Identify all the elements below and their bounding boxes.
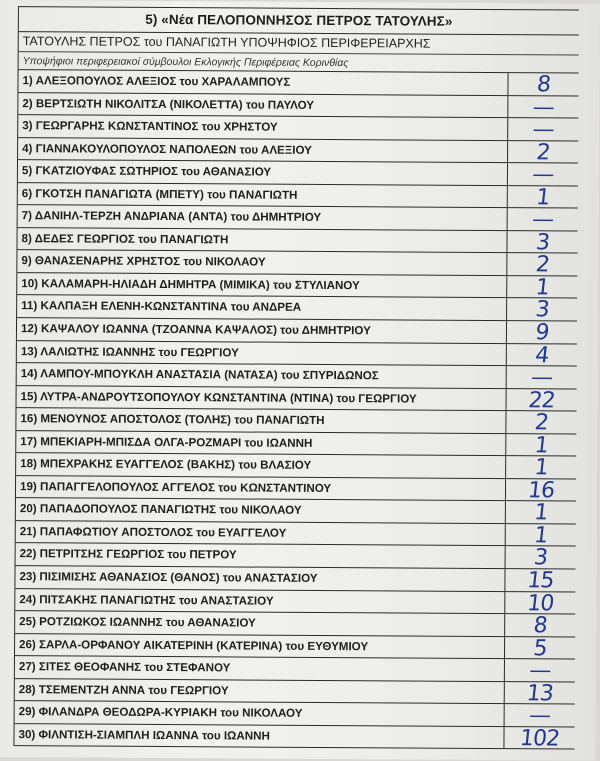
candidate-name: 15) ΛΥΤΡΑ-ΑΝΔΡΟΥΤΣΟΠΟΥΛΟΥ ΚΩΝΣΤΑΝΤΙΝΑ (ΝΤΙΝΑ) του ΓΕΩΡΓΙΟΥ [17,386,507,411]
table-row [18,115,578,141]
vote-value: 1 [532,500,549,526]
handwritten-vote-count [504,658,576,684]
vote-value: 1 [533,455,549,481]
candidate-name: 23) ΠΙΣΙΜΙΣΗΣ ΑΘΑΝΑΣΙΟΣ (ΘΑΝΟΣ) του ΑΝΑΣΤΑΣΙΟΥ [15,566,505,591]
councillor-note: Υποψήφιοι περιφερειακοί σύμβουλοι Εκλογικής Περιφέρειας Κορινθίας [22,55,349,70]
vote-value: 13 [525,681,555,707]
candidate-name: 6) ΓΚΟΤΣΗ ΠΑΝΑΓΙΩΤΑ (ΜΠΕΤΥ) του ΠΑΝΑΓΙΩΤΗ [18,183,508,208]
handwritten-vote-count [503,726,575,752]
vote-value: 5 [532,635,548,662]
handwritten-vote-count [506,207,578,233]
candidate-name: 28) ΤΣΕΜΕΝΤΖΗ ΑΝΝΑ του ΓΕΩΡΓΙΟΥ [15,679,505,704]
vote-value: 8 [532,613,549,639]
handwritten-vote-count [504,592,576,614]
vote-value: 16 [526,478,556,504]
vote-value: — [531,94,556,120]
handwritten-vote-count [506,299,578,321]
candidate-name: 11) ΚΑΛΠΑΞΗ ΕΛΕΝΗ-ΚΩΝΣΤΑΝΤΙΝΑ του ΑΝΔΡΕΑ [17,296,507,321]
handwritten-vote-count [505,455,577,481]
vote-value: 102 [518,726,561,752]
candidate-name: 2) ΒΕΡΤΣΙΩΤΗ ΝΙΚΟΛΙΤΣΑ (ΝΙΚΟΛΕΤΤΑ) του ΠΑΥΛΟΥ [18,93,508,118]
candidate-name: 7) ΔΑΝΙΗΛ-ΤΕΡΖΗ ΑΝΔΡΙΑΝΑ (ΑΝΤΑ) του ΔΗΜΗΤΡΙΟΥ [18,205,508,230]
table-row [18,183,578,209]
vote-value: 1 [532,523,549,549]
candidate-name: 20) ΠΑΠΑΔΟΠΟΥΛΟΣ ΠΑΝΑΓΙΩΤΗΣ του ΝΙΚΟΛΑΟΥ [16,498,506,523]
handwritten-vote-count [506,365,578,391]
candidate-name: 27) ΣΙΤΕΣ ΘΕΟΦΑΝΗΣ του ΣΤΕΦΑΝΟΥ [15,656,505,681]
candidate-name: 3) ΓΕΩΡΓΑΡΗΣ ΚΩΝΣΤΑΝΤΙΝΟΣ του ΧΡΗΣΤΟΥ [18,115,508,140]
handwritten-vote-count [504,613,576,639]
candidate-name: 26) ΣΑΡΛΑ-ΟΡΦΑΝΟΥ ΑΙΚΑΤΕΡΙΝΗ (ΚΑΤΕΡΙΝΑ) του ΕΥΘΥΜΙΟΥ [15,634,505,659]
vote-value: 1 [534,275,551,301]
vote-value: 3 [534,230,551,256]
handwritten-vote-count [507,117,579,143]
candidate-rows [14,69,578,750]
candidate-name: 19) ΠΑΠΑΓΓΕΛΟΠΟΥΛΟΣ ΑΓΓΕΛΟΣ του ΚΩΝΣΤΑΝΤΙΝΟΥ [16,476,506,501]
vote-value: 2 [534,252,551,278]
vote-value: 3 [532,545,549,571]
vote-value: 2 [533,410,550,436]
handwritten-vote-count [506,344,578,366]
handwritten-vote-count [506,252,578,278]
vote-value: — [527,658,552,684]
handwritten-vote-count [507,72,579,98]
candidate-name: 4) ΓΙΑΝΝΑΚΟΥΛΟΠΟΥΛΟΣ ΝΑΠΟΛΕΩΝ του ΑΛΕΞΙΟΥ [18,138,508,163]
vote-value: 9 [534,320,550,346]
handwritten-vote-count [506,230,578,256]
candidate-name: 10) ΚΑΛΑΜΑΡΗ-ΗΛΙΑΔΗ ΔΗΜΗΤΡΑ (ΜΙΜΙΚΑ) του ΣΤΥΛΙΑΝΟΥ [17,273,507,298]
handwritten-vote-count [507,185,579,211]
vote-value: 15 [525,568,555,594]
candidate-name: 25) ΡΟΤΖΙΩΚΟΣ ΙΩΑΝΝΗΣ του ΑΘΑΝΑΣΙΟΥ [15,611,505,636]
candidate-name: 24) ΠΙΤΣΑΚΗΣ ΠΑΝΑΓΙΩΤΗΣ του ΑΝΑΣΤΑΣΙΟΥ [15,589,505,614]
vote-value: 8 [535,72,552,98]
vote-value: 22 [527,387,556,414]
handwritten-vote-count [506,320,578,346]
handwritten-vote-count [505,500,577,526]
candidate-name: 8) ΔΕΔΕΣ ΓΕΩΡΓΙΟΣ του ΠΑΝΑΓΙΩΤΗ [17,228,507,253]
handwritten-vote-count [506,275,578,301]
handwritten-vote-count [505,523,577,549]
handwritten-vote-count [507,162,579,188]
candidate-name: 29) ΦΙΛΑΝΔΡΑ ΘΕΟΔΩΡΑ-ΚΥΡΙΑΚΗ του ΝΙΚΟΛΑΟΥ [15,701,505,726]
vote-value: — [529,365,554,391]
vote-value: 10 [525,590,555,616]
handwritten-vote-count [504,547,576,569]
vote-value: — [530,207,555,233]
handwritten-vote-count [503,703,575,729]
table-row [18,205,578,231]
vote-value: — [530,162,555,188]
handwritten-vote-count [504,635,576,662]
candidate-name: 1) ΑΛΕΞΟΠΟΥΛΟΣ ΑΛΕΞΙΟΣ του ΧΑΡΑΛΑΜΠΟΥΣ [18,70,508,95]
table-row [18,138,578,164]
candidate-name: 17) ΜΠΕΚΙΑΡΗ-ΜΠΙΣΔΑ ΟΛΓΑ-ΡΟΖΜΑΡΙ του ΙΩΑΝΝΗ [16,431,506,456]
handwritten-vote-count [505,410,577,436]
handwritten-vote-count [507,141,579,163]
vote-value: 2 [535,139,551,165]
vote-value: — [531,117,556,143]
candidate-name: 21) ΠΑΠΑΦΩΤΙΟΥ ΑΠΟΣΤΟΛΟΣ του ΕΥΑΓΓΕΛΟΥ [16,521,506,546]
table-row [14,724,574,750]
party-title: 5) «Νέα ΠΕΛΟΠΟΝΝΗΣΟΣ ΠΕΤΡΟΣ ΤΑΤΟΥΛΗΣ» [19,6,579,35]
table-row [18,160,578,186]
handwritten-vote-count [505,433,577,459]
vote-value: 1 [533,433,550,459]
vote-value: — [527,703,552,729]
table-row [18,70,578,96]
handwritten-vote-count [504,568,576,594]
candidate-name: 14) ΛΑΜΠΟΥ-ΜΠΟΥΚΛΗ ΑΝΑΣΤΑΣΙΑ (ΝΑΤΑΣΑ) του ΣΠΥΡΙΔΩΝΟΣ [17,363,507,388]
handwritten-vote-count [505,387,577,414]
candidate-name: 13) ΛΑΛΙΩΤΗΣ ΙΩΑΝΝΗΣ του ΓΕΩΡΓΙΟΥ [17,341,507,366]
candidate-name: 12) ΚΑΨΑΛΟΥ ΙΩΑΝΝΑ (ΤΖΟΑΝΝΑ ΚΑΨΑΛΟΣ) του ΔΗΜΗΤΡΙΟΥ [17,318,507,343]
candidate-name: 30) ΦΙΛΝΤΙΣΗ-ΣΙΑΜΠΛΗ ΙΩΑΝΝΑ του ΙΩΑΝΝΗ [14,724,504,749]
candidate-name: 9) ΘΑΝΑΣΕΝΑΡΗΣ ΧΡΗΣΤΟΣ του ΝΙΚΟΛΑΟΥ [17,250,507,275]
candidate-name: 18) ΜΠΕΧΡΑΚΗΣ ΕΥΑΓΓΕΛΟΣ (ΒΑΚΗΣ) του ΒΛΑΣΙΟΥ [16,453,506,478]
table-row [18,93,578,119]
handwritten-vote-count [507,96,579,118]
handwritten-vote-count [504,681,576,707]
candidate-name: 22) ΠΕΤΡΙΤΣΗΣ ΓΕΩΡΓΙΟΣ του ΠΕΤΡΟΥ [16,544,506,569]
vote-value: 3 [534,297,550,323]
vote-value: 1 [534,185,551,211]
candidate-name: 5) ΓΚΑΤΖΙΟΥΦΑΣ ΣΩΤΗΡΙΟΣ του ΑΘΑΝΑΣΙΟΥ [18,160,508,185]
handwritten-vote-count [505,478,577,504]
regional-candidate: ΤΑΤΟΥΛΗΣ ΠΕΤΡΟΣ του ΠΑΝΑΓΙΩΤΗ ΥΠΟΨΗΦΙΟΣ ΠΕΡΙΦΕΡΕΙΑΡΧΗΣ [19,32,579,55]
results-table [13,6,579,750]
candidate-name: 16) ΜΕΝΟΥΝΟΣ ΑΠΟΣΤΟΛΟΣ (ΤΟΛΗΣ) του ΠΑΝΑΓΙΩΤΗ [16,408,506,433]
vote-value: 4 [533,342,550,368]
